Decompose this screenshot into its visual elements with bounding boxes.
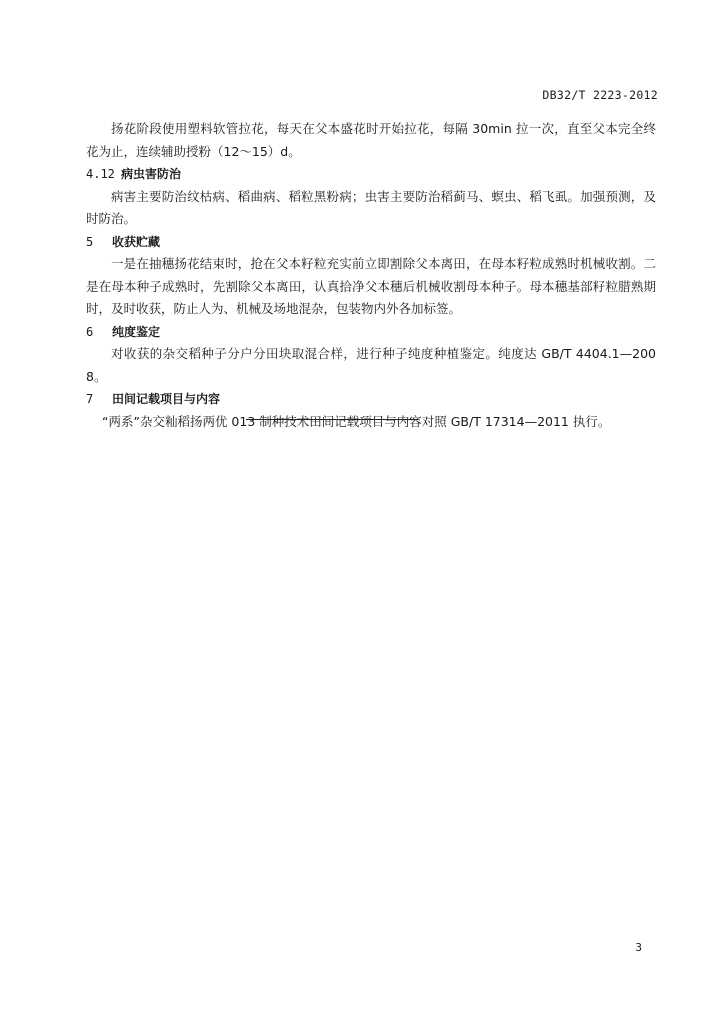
pest-control-paragraph: 病害主要防治纹枯病、稻曲病、稻粒黑粉病；虫害主要防治稻蓟马、螟虫、稻飞虱。加强预测，及时防治。 bbox=[86, 188, 656, 226]
page-number: 3 bbox=[635, 941, 642, 954]
purity-paragraph: 对收获的杂交稻种子分户分田块取混合样，进行种子纯度种植鉴定。纯度达 GB/T 4404.1—2008。 bbox=[86, 346, 656, 384]
section-title: 纯度鉴定 bbox=[112, 324, 161, 339]
section-number: 4.12 bbox=[86, 167, 115, 181]
document-body bbox=[86, 118, 656, 433]
section-heading-5 bbox=[86, 231, 656, 254]
pollination-paragraph: 扬花阶段使用塑料软管拉花，每天在父本盛花时开始拉花，每隔 30min 拉一次，直至父本完全终花为止，连续辅助授粉（12～15）d。 bbox=[86, 121, 656, 159]
section-title: 收获贮藏 bbox=[112, 234, 161, 249]
section-heading-6 bbox=[86, 321, 656, 344]
section-title: 田间记载项目与内容 bbox=[112, 392, 221, 406]
harvest-paragraph: 一是在抽穗扬花结束时，抢在父本籽粒充实前立即割除父本离田，在母本籽粒成熟时机械收割。二是在母本种子成熟时，先割除父本离田，认真拾净父本穗后机械收割母本种子。母本穗基部籽粒腊熟期时，及时收获，防止人为、机械及场地混杂，包装物内外各加标签。 bbox=[86, 256, 656, 316]
section-heading-7 bbox=[86, 388, 656, 411]
section-heading-4-12 bbox=[86, 163, 656, 186]
section-title: 病虫害防治 bbox=[121, 167, 182, 181]
end-of-document-rule bbox=[246, 419, 418, 420]
section-number: 6 bbox=[86, 324, 94, 339]
document-code: DB32/T 2223-2012 bbox=[542, 88, 658, 102]
section-number: 5 bbox=[86, 234, 94, 249]
section-number: 7 bbox=[86, 392, 94, 406]
field-records-paragraph: “两系”杂交籼稻扬两优 013 制种技术田间记载项目与内容对照 GB/T 17314—2011 执行。 bbox=[102, 413, 611, 429]
